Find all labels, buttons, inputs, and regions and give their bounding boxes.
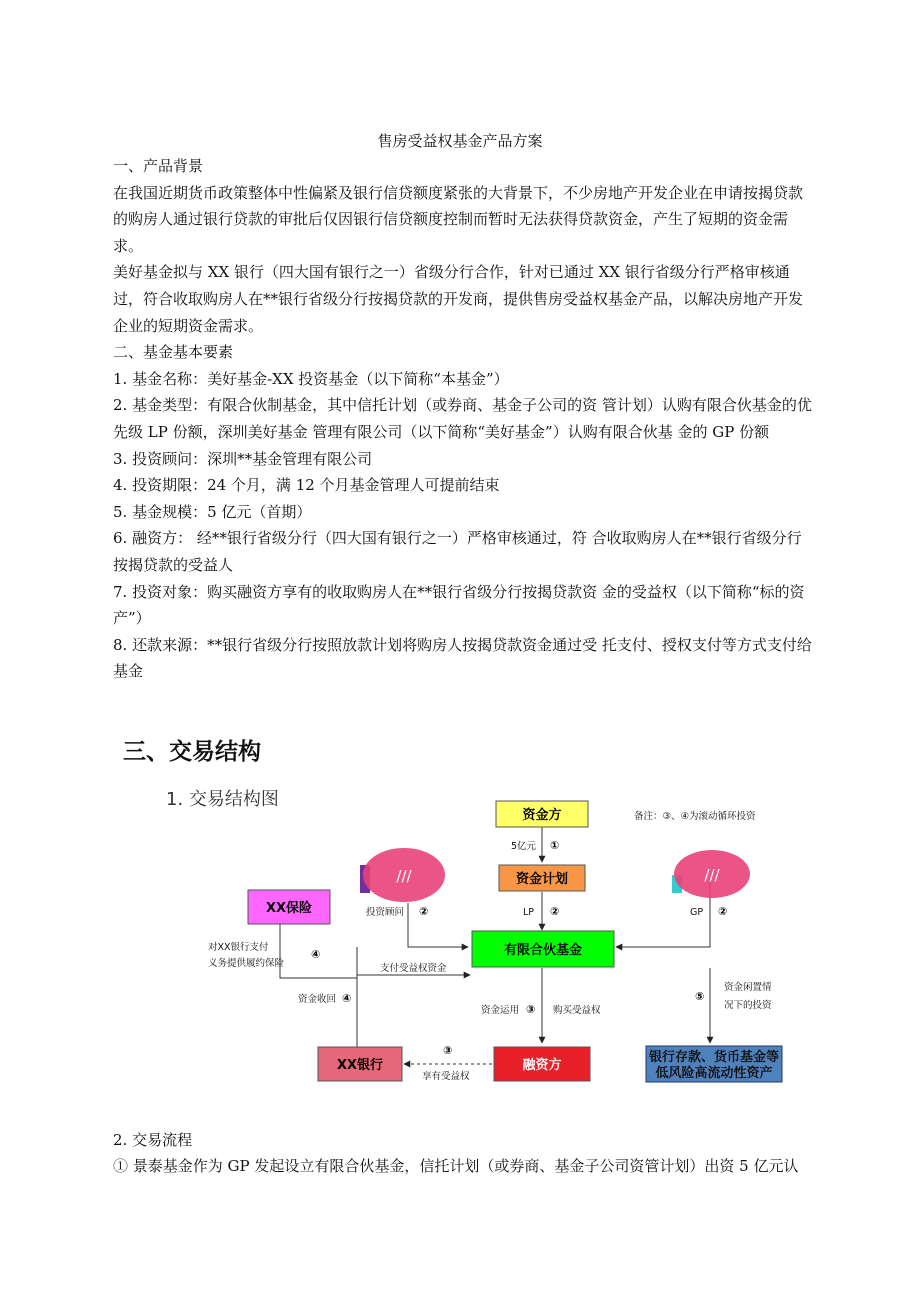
transaction-structure-diagram: [190, 795, 820, 1095]
item-financier: 6. 融资方： 经**银行省级分行（四大国有银行之一）严格审核通过，符 合收取购房人在**银行省级分行按揭贷款的受益人: [113, 529, 802, 574]
redaction-mask-left-dots: ///: [396, 867, 412, 885]
paragraph-background-1: 在我国近期货币政策整体中性偏紧及银行信贷额度紧张的大背景下，不少房地产开发企业在申请按揭贷款的购房人通过银行贷款的审批后仅因银行信贷额度控制而暂时无法获得贷款资金，产生了短期的资金需求。: [113, 183, 804, 255]
bank-box-label: XX银行: [336, 1058, 384, 1073]
item-repayment-source: 8. 还款来源：**银行省级分行按照放款计划将购房人按揭贷款资金通过受 托支付、授权支付等方式支付给基金: [113, 635, 812, 681]
label-idle-line-2: 况下的投资: [724, 1000, 772, 1011]
step-5-idle: ⑤: [695, 990, 705, 1003]
step-3-use: ③: [526, 1003, 536, 1016]
document-title: 售房受益权基金产品方案: [377, 132, 543, 150]
label-buy-right: 购买受益权: [553, 1005, 601, 1016]
low-risk-assets-line-2: 低风险高流动性资产: [655, 1066, 773, 1081]
paragraph-background-2: 美好基金拟与 XX 银行（四大国有银行之一）省级分行合作，针对已通过 XX 银行省级分行严格审核通过，符合收取购房人在**银行省级分行按揭贷款的开发商，提供售房受益权基金产品，以解决房地产开发企业的短期资金需求。: [113, 263, 804, 335]
label-fund-use: 资金运用: [481, 1005, 520, 1016]
label-advisor: 投资顾问: [366, 907, 405, 918]
item-advisor: 3. 投资顾问：深圳**基金管理有限公司: [113, 449, 373, 468]
item-scale: 5. 基金规模：5 亿元（首期）: [113, 502, 312, 521]
document-body: [113, 153, 813, 685]
step-2-lp: ②: [550, 905, 560, 918]
section-heading-transaction-structure: 三、交易结构: [123, 739, 261, 765]
label-amount: 5亿元: [511, 841, 537, 852]
low-risk-assets-line-1: 银行存款、货币基金等: [648, 1050, 780, 1065]
label-enjoy-right: 享有受益权: [422, 1071, 470, 1082]
label-pay-right: 支付受益权资金: [380, 963, 447, 974]
label-idle-line-1: 资金闲置情: [724, 982, 772, 993]
financier-box-label: 融资方: [522, 1058, 562, 1073]
insurance-box-label: XX保险: [265, 901, 313, 916]
item-investment-target: 7. 投资对象：购买融资方享有的收取购房人在**银行省级分行按揭贷款资 金的受益权（以下简称“标的资产”）: [113, 582, 805, 628]
label-fund-return: 资金收回: [298, 994, 337, 1005]
flow-step-1-text: ① 景泰基金作为 GP 发起设立有限合伙基金，信托计划（或券商、基金子公司资管计划）出资 5 亿元认: [113, 1157, 799, 1175]
diagram-note: 备注：③、④为滚动循环投资: [634, 811, 756, 822]
step-1-top: ①: [550, 839, 560, 852]
investor-box-label: 资金方: [522, 808, 562, 823]
item-fund-name: 1. 基金名称：美好基金-XX 投资基金（以下简称“本基金”）: [113, 369, 509, 388]
subheading-transaction-flow: 2. 交易流程: [113, 1131, 193, 1149]
fund-plan-box-label: 资金计划: [515, 872, 569, 887]
heading-fund-elements: 二、基金基本要素: [113, 343, 234, 362]
redaction-mask-right-dots: ///: [704, 866, 720, 884]
step-3-enjoy: ③: [443, 1044, 453, 1057]
step-2-advisor: ②: [419, 905, 429, 918]
step-4-insurance: ④: [311, 948, 321, 961]
heading-product-background: 一、产品背景: [113, 157, 204, 175]
item-term: 4. 投资期限：24 个月，满 12 个月基金管理人可提前结束: [113, 476, 500, 495]
lp-fund-box-label: 有限合伙基金: [503, 943, 583, 958]
label-insurance-line-1: 对XX银行支付: [208, 942, 269, 953]
subheading-structure-diagram: 1. 交易结构图: [166, 789, 279, 810]
label-insurance-line-2: 义务提供履约保险: [208, 958, 285, 969]
item-fund-type: 2. 基金类型：有限合伙制基金，其中信托计划（或券商、基金子公司的资 管计划）认购有限合伙基金的优先级 LP 份额，深圳美好基金 管理有限公司（以下简称“美好基金”）认购有限合伙基 金的 GP 份额: [113, 396, 812, 441]
label-lp: LP: [523, 907, 535, 918]
label-gp: GP: [690, 907, 704, 918]
transaction-flow-section: [113, 1127, 813, 1179]
step-2-gp: ②: [718, 905, 728, 918]
step-4-return: ④: [342, 992, 352, 1005]
